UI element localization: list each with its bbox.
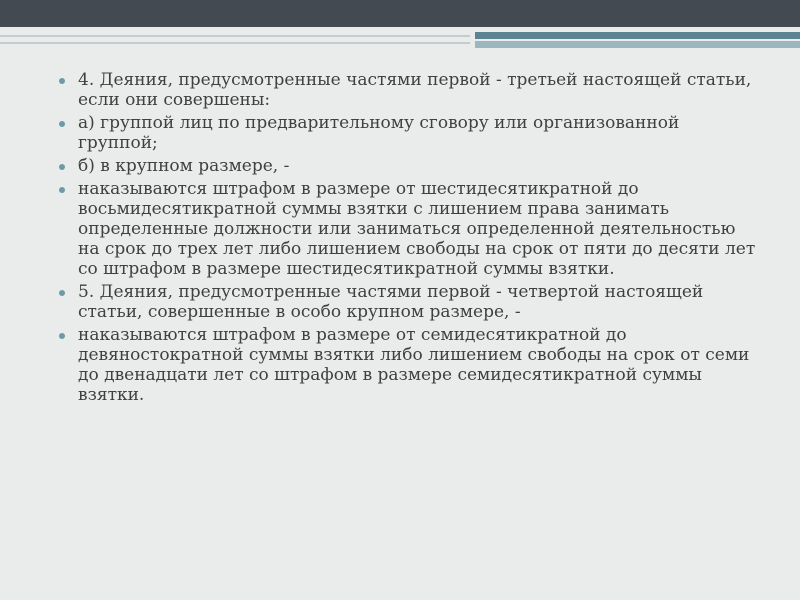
bullet-item-1 [58,70,758,110]
header-accent [0,27,800,57]
bullet-text: наказываются штрафом в размере от шестидесятикратной до восьмидесятикратной суммы взятки с лишением права занимать определенные должности или заниматься определенной деятельностью на срок до трех лет либо лишением свободы на срок от пяти до десяти лет со штрафом в размере шестидесятикратной суммы взятки. [78,179,756,279]
bullet-item-4 [58,179,758,279]
bullet-item-5 [58,282,758,322]
slide-content [58,70,758,408]
bullet-dot-icon [59,290,65,296]
bullet-text: 5. Деяния, предусмотренные частями первой - четвертой настоящей статьи, совершенные в особо крупном размере, - [78,282,704,322]
bullet-text: 4. Деяния, предусмотренные частями первой - третьей настоящей статьи, если они совершены: [78,70,752,110]
bullet-list [58,70,758,405]
bullet-item-3 [58,156,758,176]
accent-line-lower [0,42,470,44]
bullet-text: наказываются штрафом в размере от семидесятикратной до девяностократной суммы взятки либо лишением свободы на срок от семи до двенадцати лет со штрафом в размере семидесятикратной суммы взятки. [78,325,750,405]
accent-line-upper [0,35,470,37]
bullet-text: б) в крупном размере, - [78,156,290,176]
accent-bar-light [475,41,800,48]
bullet-dot-icon [59,164,65,170]
header-band [0,0,800,27]
bullet-dot-icon [59,333,65,339]
bullet-text: а) группой лиц по предварительному сговору или организованной группой; [78,113,680,153]
bullet-dot-icon [59,78,65,84]
bullet-item-2 [58,113,758,153]
accent-bar-dark [475,32,800,39]
bullet-item-6 [58,325,758,405]
bullet-dot-icon [59,121,65,127]
bullet-dot-icon [59,187,65,193]
